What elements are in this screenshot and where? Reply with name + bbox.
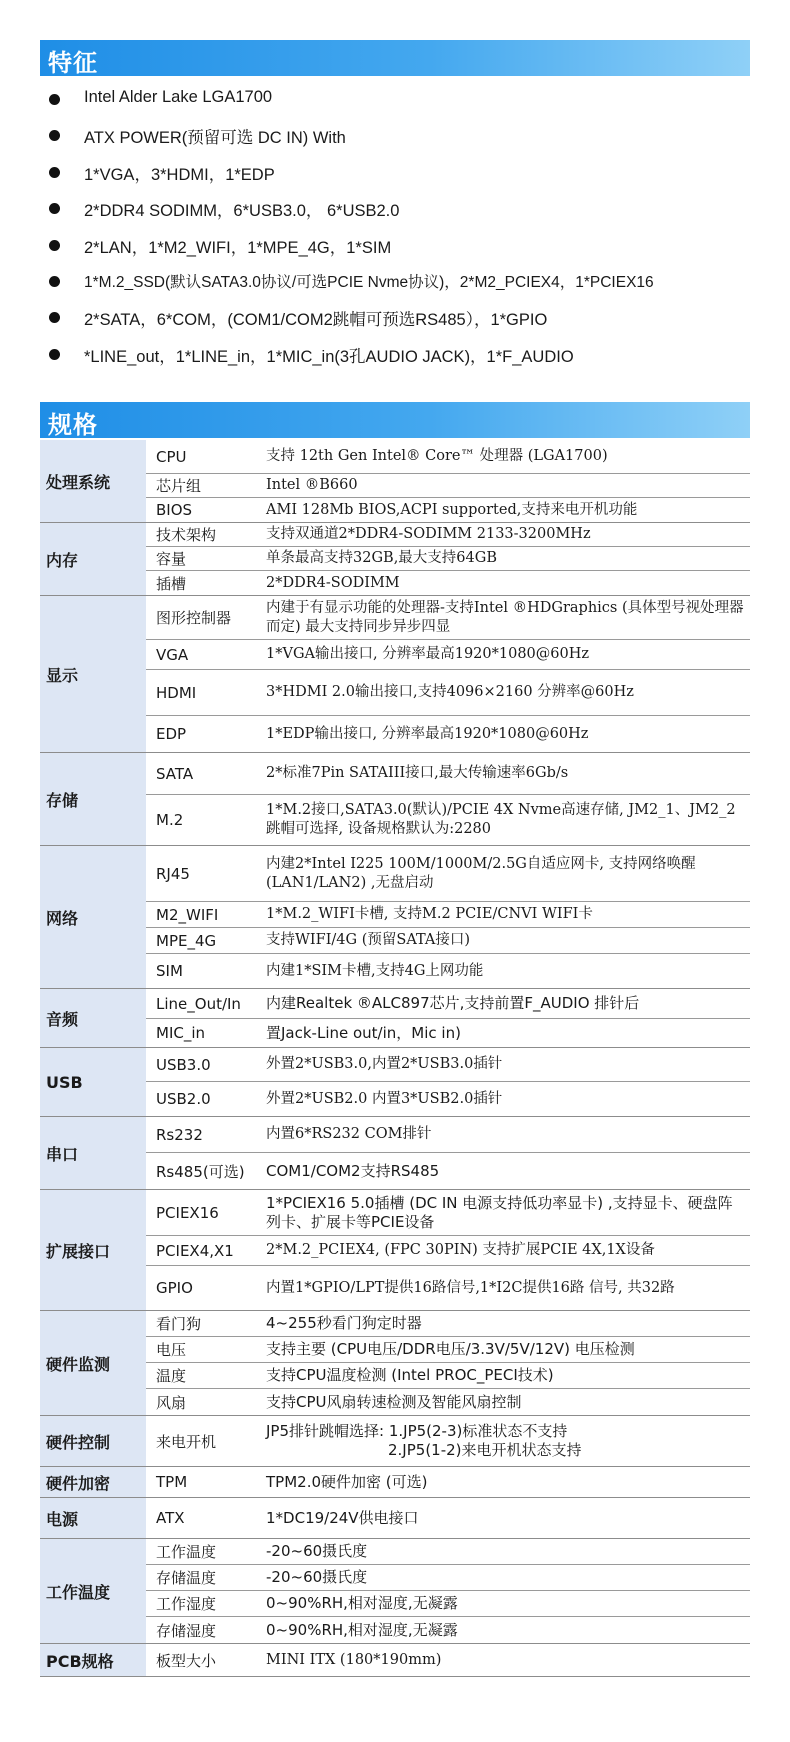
spec-group [40, 989, 750, 1048]
spec-row: 插槽 2*DDR4-SODIMM [156, 574, 400, 593]
spec-row: USB2.0 外置2*USB2.0 内置3*USB2.0插针 [156, 1090, 503, 1108]
spec-group [40, 753, 750, 846]
spec-row: CPU 支持 12th Gen Intel® Core™ 处理器 (LGA1700) [146, 440, 750, 474]
spec-category: 处理系统 [40, 440, 146, 522]
spec-category: 硬件控制 [40, 1416, 146, 1466]
spec-category: PCB规格 [40, 1644, 146, 1676]
spec-row: 板型大小 MINI ITX (180*190mm) [156, 1651, 442, 1670]
feature-item: Intel Alder Lake LGA1700 [40, 82, 760, 118]
spec-row: Rs232 内置6*RS232 COM排针 [146, 1117, 750, 1153]
feature-item: ATX POWER(预留可选 DC IN) With [40, 118, 760, 154]
spec-group [40, 846, 750, 989]
spec-category: 网络 [40, 846, 146, 988]
spec-row: 存储温度 -20~60摄氏度 [146, 1565, 750, 1591]
bullet-icon [49, 312, 60, 323]
spec-row: VGA 1*VGA输出接口, 分辨率最高1920*1080@60Hz [146, 640, 750, 670]
bullet-icon [49, 167, 60, 178]
spec-group [40, 1190, 750, 1311]
spec-row: 电压 支持主要 (CPU电压/DDR电压/3.3V/5V/12V) 电压检测 [146, 1337, 750, 1363]
spec-row: M.2 1*M.2接口,SATA3.0(默认)/PCIE 4X Nvme高速存储, JM2_1、JM2_2跳帽可选择, 设备规格默认为:2280 [156, 802, 736, 837]
spec-row: USB3.0 外置2*USB3.0,内置2*USB3.0插针 [146, 1048, 750, 1082]
spec-row: Line_Out/In 内建Realtek ®ALC897芯片,支持前置F_AUDIO 排针后 [146, 989, 750, 1019]
spec-row: M2_WIFI 1*M.2_WIFI卡槽, 支持M.2 PCIE/CNVI WIFI卡 [146, 902, 750, 928]
spec-row: ATX 1*DC19/24V供电接口 [156, 1508, 419, 1527]
bullet-icon [49, 240, 60, 251]
spec-row: 风扇 支持CPU风扇转速检测及智能风扇控制 [156, 1392, 522, 1412]
spec-group [40, 1644, 750, 1677]
spec-category: 工作温度 [40, 1539, 146, 1643]
spec-group [40, 1048, 750, 1117]
features-banner [40, 40, 750, 76]
spec-row: Rs485(可选) COM1/COM2支持RS485 [156, 1161, 440, 1181]
spec-banner [40, 402, 750, 438]
spec-row: TPM TPM2.0硬件加密 (可选) [156, 1472, 428, 1491]
spec-row: MIC_in 置Jack-Line out/in，Mic in) [156, 1023, 461, 1042]
spec-row: PCIEX4,X1 2*M.2_PCIEX4, (FPC 30PIN) 支持扩展PCIE 4X,1X设备 [146, 1236, 750, 1266]
feature-item: *LINE_out，1*LINE_in，1*MIC_in(3孔AUDIO JACK)，1*F_AUDIO [40, 337, 760, 373]
feature-item: 1*M.2_SSD(默认SATA3.0协议/可选PCIE Nvme协议)，2*M2_PCIEX4，1*PCIEX16 [40, 264, 760, 300]
spec-category: 内存 [40, 523, 146, 595]
spec-group [40, 596, 750, 753]
spec-row: BIOS AMI 128Mb BIOS,ACPI supported,支持来电开机功能 [156, 501, 638, 519]
spec-table [40, 440, 750, 1677]
spec-row: 图形控制器 内建于有显示功能的处理器-支持Intel ®HDGraphics (具体型号视处理器而定) 最大支持同步异步四显 [146, 596, 750, 640]
bullet-icon [49, 276, 60, 287]
spec-row: RJ45 内建2*Intel I225 100M/1000M/2.5G自适应网卡, 支持网络唤醒 (LAN1/LAN2) ,无盘启动 [146, 846, 750, 902]
spec-category: 电源 [40, 1498, 146, 1538]
spec-row: 工作湿度 0~90%RH,相对湿度,无凝露 [146, 1591, 750, 1617]
spec-row: SIM 内建1*SIM卡槽,支持4G上网功能 [156, 962, 484, 980]
spec-row: 工作温度 -20~60摄氏度 [146, 1539, 750, 1565]
features-title: 特征 [48, 49, 98, 77]
spec-row: 来电开机 JP5排针跳帽选择: 1.JP5(2-3)标准状态不支持 2.JP5(1-2)来电开机状态支持 [156, 1422, 582, 1459]
spec-category: 显示 [40, 596, 146, 752]
spec-category: USB [40, 1048, 146, 1116]
spec-category: 串口 [40, 1117, 146, 1189]
spec-row: SATA 2*标准7Pin SATAIII接口,最大传输速率6Gb/s [146, 753, 750, 795]
spec-row: 技术架构 支持双通道2*DDR4-SODIMM 2133-3200MHz [146, 523, 750, 547]
spec-group [40, 523, 750, 596]
spec-group [40, 1311, 750, 1416]
spec-group [40, 1498, 750, 1539]
spec-group [40, 1117, 750, 1190]
features-list [40, 82, 760, 373]
spec-category: 硬件加密 [40, 1467, 146, 1497]
spec-row: MPE_4G 支持WIFI/4G (预留SATA接口) [146, 928, 750, 954]
spec-group [40, 1416, 750, 1467]
spec-row: 芯片组 Intel ®B660 [146, 474, 750, 498]
feature-item: 1*VGA，3*HDMI，1*EDP [40, 155, 760, 191]
spec-row: HDMI 3*HDMI 2.0输出接口,支持4096×2160 分辨率@60Hz [146, 670, 750, 716]
spec-row: 温度 支持CPU温度检测 (Intel PROC_PECI技术) [146, 1363, 750, 1389]
spec-row: 看门狗 4~255秒看门狗定时器 [146, 1311, 750, 1337]
spec-title: 规格 [48, 411, 98, 439]
spec-row: 容量 单条最高支持32GB,最大支持64GB [146, 547, 750, 571]
spec-category: 硬件监测 [40, 1311, 146, 1415]
spec-row: EDP 1*EDP输出接口, 分辨率最高1920*1080@60Hz [156, 725, 589, 743]
spec-group [40, 1539, 750, 1644]
spec-category: 存储 [40, 753, 146, 845]
bullet-icon [49, 203, 60, 214]
spec-row: PCIEX16 1*PCIEX16 5.0插槽 (DC IN 电源支持低功率显卡) ,支持显卡、硬盘阵列卡、扩展卡等PCIE设备 [146, 1190, 750, 1236]
spec-category: 扩展接口 [40, 1190, 146, 1310]
bullet-icon [49, 130, 60, 141]
bullet-icon [49, 94, 60, 105]
bullet-icon [49, 349, 60, 360]
feature-item: 2*DDR4 SODIMM，6*USB3.0， 6*USB2.0 [40, 191, 760, 227]
spec-row: GPIO 内置1*GPIO/LPT提供16路信号,1*I2C提供16路 信号, 共32路 [156, 1279, 675, 1297]
spec-category: 音频 [40, 989, 146, 1047]
spec-row: 存储湿度 0~90%RH,相对湿度,无凝露 [156, 1620, 458, 1640]
feature-item: 2*LAN，1*M2_WIFI，1*MPE_4G，1*SIM [40, 228, 760, 264]
spec-group [40, 440, 750, 523]
spec-group [40, 1467, 750, 1498]
feature-item: 2*SATA，6*COM，(COM1/COM2跳帽可预选RS485），1*GPIO [40, 300, 760, 336]
